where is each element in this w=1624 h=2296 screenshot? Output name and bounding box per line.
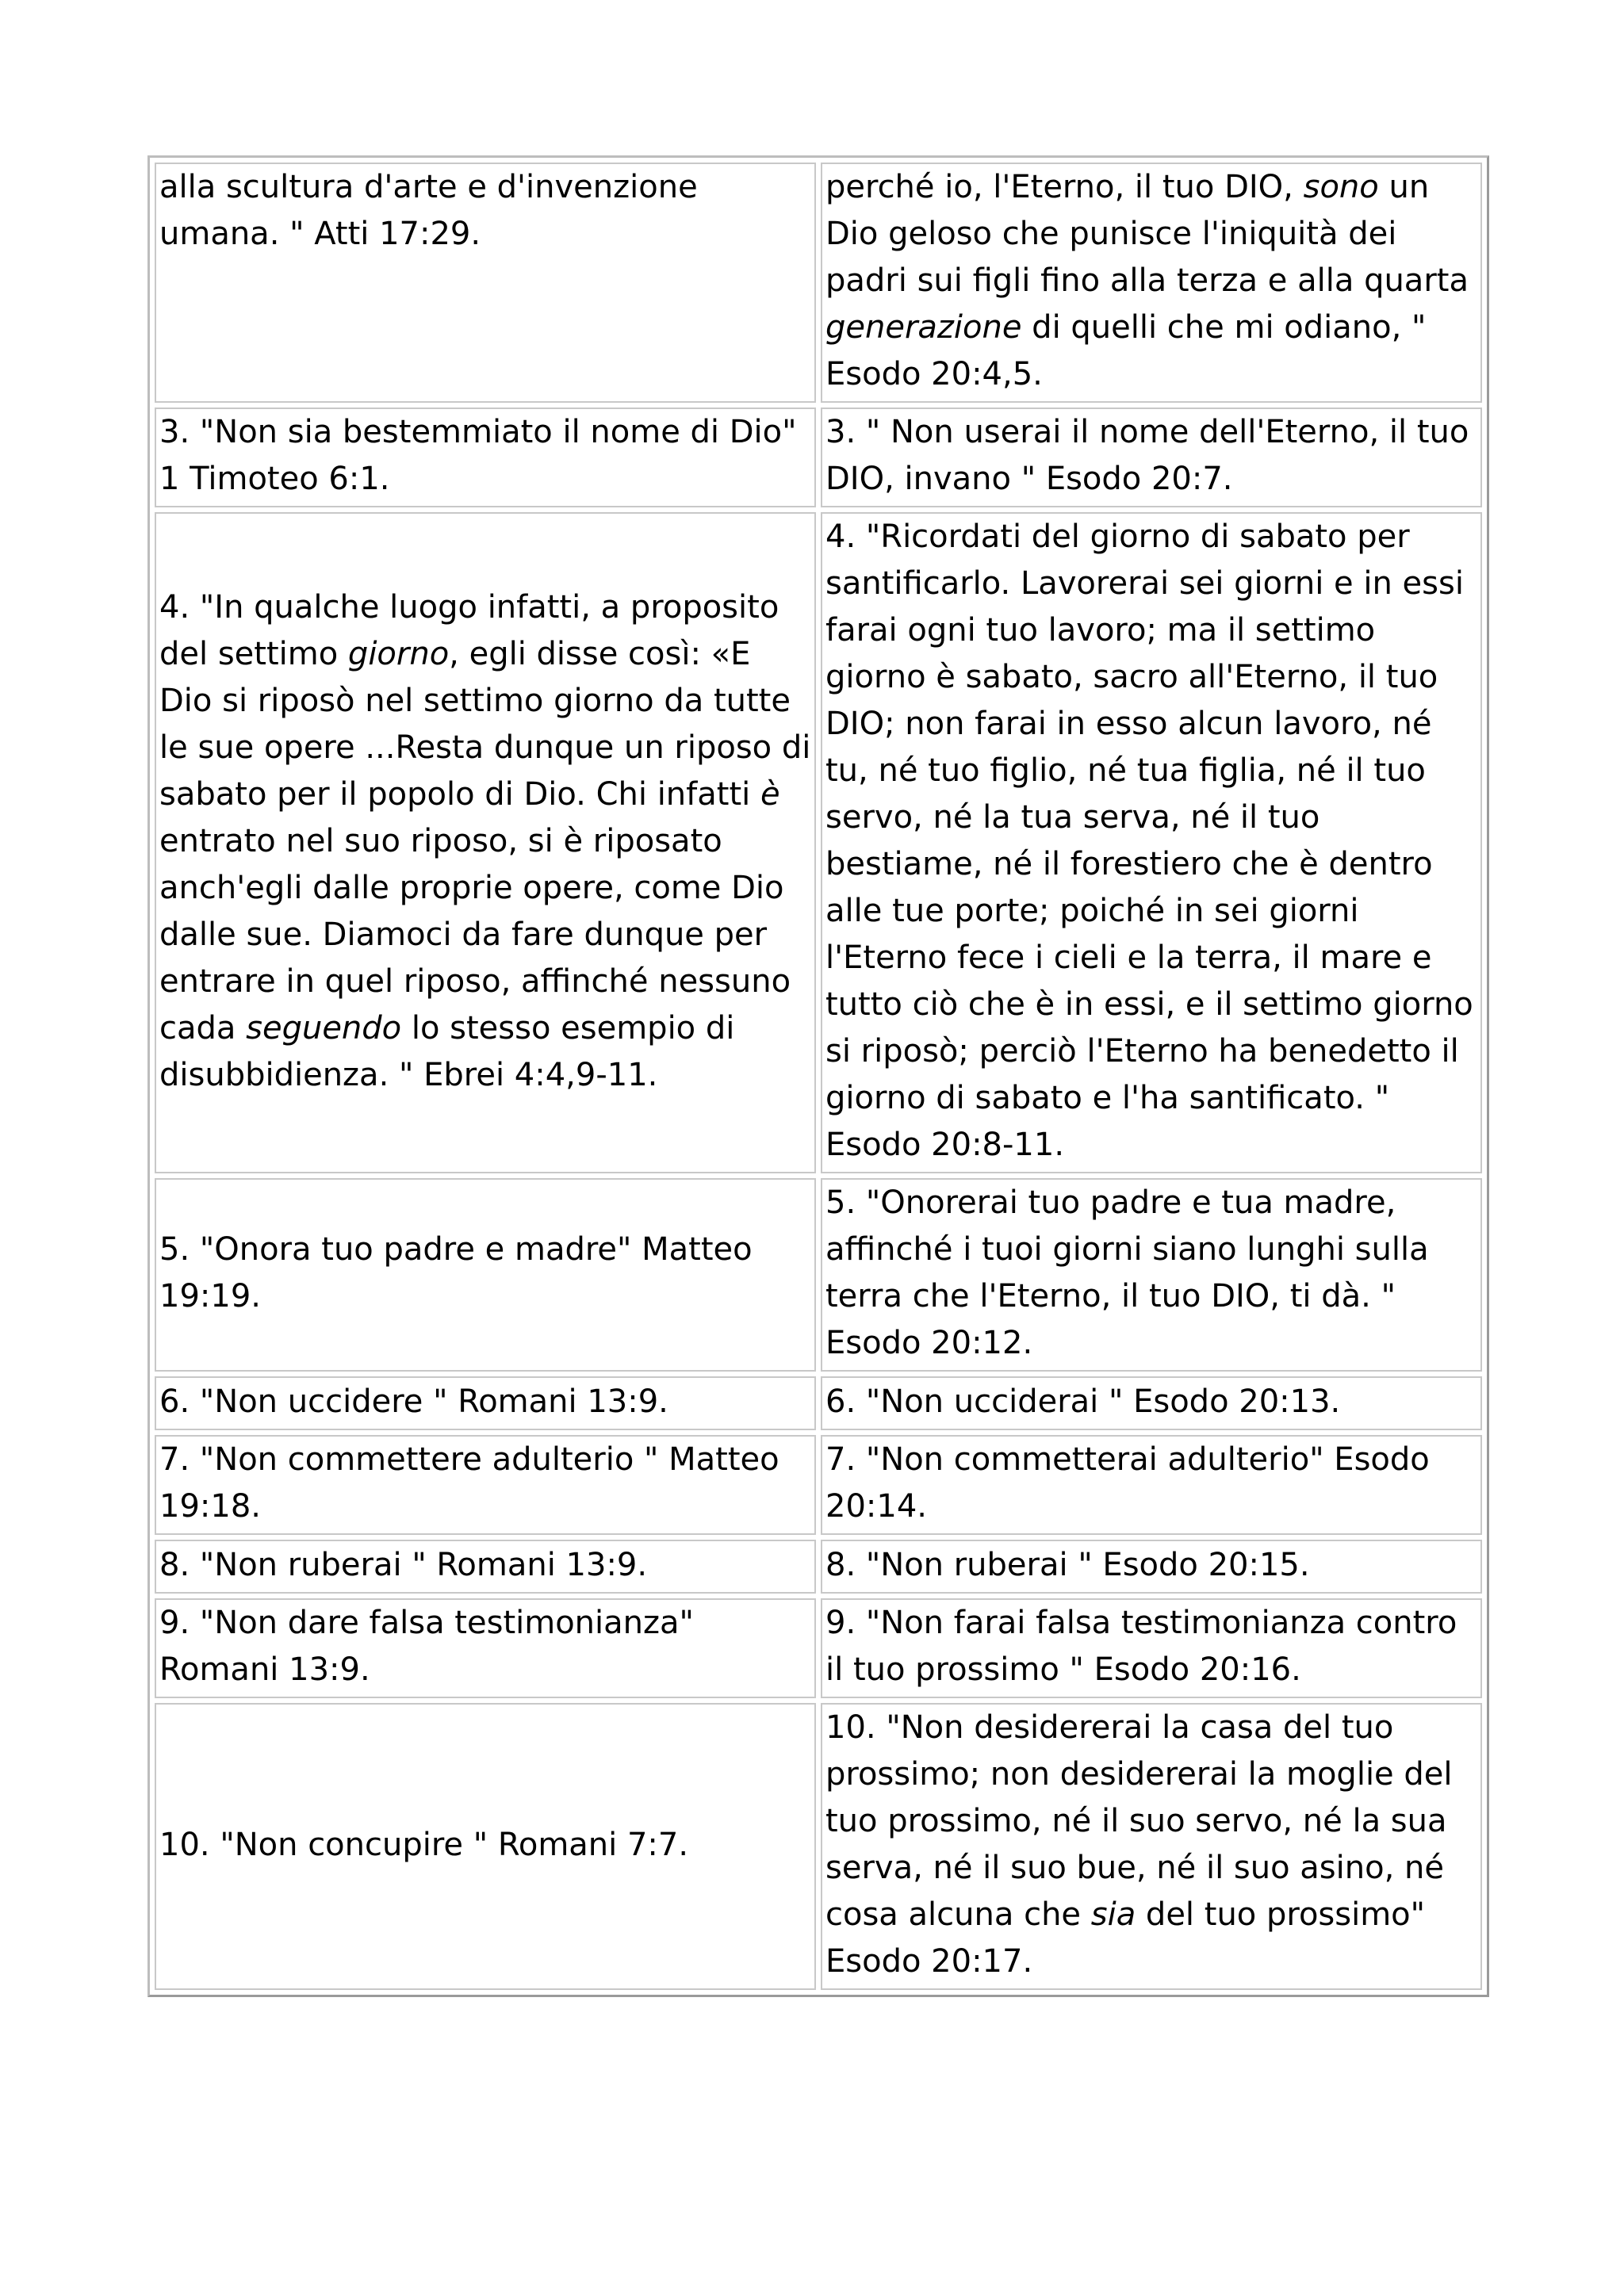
old-testament-cell xyxy=(821,1703,1482,1990)
cell-text: 5. "Onora tuo padre e madre" Matteo 19:19. xyxy=(159,1231,753,1314)
italic-text: sia xyxy=(1090,1896,1136,1933)
cell-text: 7. "Non commetterai adulterio" Esodo 20:14. xyxy=(825,1441,1430,1525)
cell-text: 5. "Onorerai tuo padre e tua madre, affinché i tuoi giorni siano lunghi sulla terra che l'Eterno, il tuo DIO, ti dà. " Esodo 20:12. xyxy=(825,1184,1429,1361)
cell-text: 3. " Non userai il nome dell'Eterno, il tuo DIO, invano " Esodo 20:7. xyxy=(825,414,1469,497)
cell-text: di quelli che mi odiano, " Esodo 20:4,5. xyxy=(825,309,1427,392)
cell-text: 10. "Non concupire " Romani 7:7. xyxy=(159,1826,689,1863)
cell-text: del tuo prossimo" Esodo 20:17. xyxy=(825,1896,1426,1980)
cell-text: 9. "Non farai falsa testimonianza contro il tuo prossimo " Esodo 20:16. xyxy=(825,1605,1457,1688)
cell-text: 4. "Ricordati del giorno di sabato per santificarlo. Lavorerai sei giorni e in essi farai ogni tuo lavoro; ma il settimo giorno è sabato, sacro all'Eterno, il tuo DIO; non farai in esso alcun lavoro, né tu, né tuo figlio, né tua figlia, né il tuo servo, né la tua serva, né il tuo bestiame, né il forestiero che è dentro alle tue porte; poiché in sei giorni l'Eterno fece i cieli e la terra, il mare e tutto ciò che è in essi, e il settimo giorno si riposò; perciò l'Eterno ha benedetto il giorno di sabato e l'ha santificato. " Esodo 20:8-11. xyxy=(825,519,1473,1163)
old-testament-cell xyxy=(821,1598,1482,1698)
table-row xyxy=(155,1703,1482,1990)
table-row xyxy=(155,512,1482,1173)
cell-text: 10. "Non desidererai la casa del tuo prossimo; non desidererai la moglie del tuo prossimo, né il suo servo, né la sua serva, né il suo bue, né il suo asino, né cosa alcuna che xyxy=(825,1709,1453,1933)
italic-text: è xyxy=(760,775,780,813)
old-testament-cell xyxy=(821,163,1482,403)
cell-text: 6. "Non ucciderai " Esodo 20:13. xyxy=(825,1383,1341,1420)
new-testament-cell xyxy=(155,512,816,1173)
cell-text: lo stesso esempio di disubbidienza. " Ebrei 4:4,9-11. xyxy=(159,1009,735,1093)
new-testament-cell xyxy=(155,1435,816,1535)
italic-text: giorno xyxy=(347,635,450,672)
old-testament-cell xyxy=(821,1435,1482,1535)
italic-text: seguendo xyxy=(246,1009,402,1047)
cell-text: 8. "Non ruberai " Romani 13:9. xyxy=(159,1546,648,1583)
table-row xyxy=(155,1178,1482,1372)
cell-text: 6. "Non uccidere " Romani 13:9. xyxy=(159,1383,668,1420)
comparison-table xyxy=(147,155,1489,1997)
old-testament-cell xyxy=(821,1178,1482,1372)
new-testament-cell xyxy=(155,1178,816,1372)
table-row xyxy=(155,1435,1482,1535)
new-testament-cell xyxy=(155,1376,816,1430)
cell-text: entrato nel suo riposo, si è riposato anch'egli dalle proprie opere, come Dio dalle sue. Diamoci da fare dunque per entrare in quel riposo, affinché nessuno cada xyxy=(159,822,791,1047)
cell-text: 3. "Non sia bestemmiato il nome di Dio" 1 Timoteo 6:1. xyxy=(159,414,797,497)
table-row xyxy=(155,1376,1482,1430)
cell-text: alla scultura d'arte e d'invenzione umana. " Atti 17:29. xyxy=(159,169,698,252)
cell-text: , egli disse così: «E Dio si riposò nel settimo giorno da tutte le sue opere ...Resta dunque un riposo di sabato per il popolo di Dio. Chi infatti xyxy=(159,635,811,813)
table-row xyxy=(155,1540,1482,1594)
old-testament-cell xyxy=(821,408,1482,507)
old-testament-cell xyxy=(821,1540,1482,1594)
new-testament-cell xyxy=(155,408,816,507)
table-row xyxy=(155,163,1482,403)
italic-text: generazione xyxy=(825,309,1022,346)
table-row xyxy=(155,1598,1482,1698)
table-row xyxy=(155,408,1482,507)
new-testament-cell xyxy=(155,1703,816,1990)
new-testament-cell xyxy=(155,1540,816,1594)
old-testament-cell xyxy=(821,1376,1482,1430)
new-testament-cell xyxy=(155,163,816,403)
cell-text: 8. "Non ruberai " Esodo 20:15. xyxy=(825,1546,1310,1583)
italic-text: sono xyxy=(1303,169,1379,205)
cell-text: un Dio geloso che punisce l'iniquità dei padri sui figli fino alla terza e alla quarta xyxy=(825,169,1469,299)
old-testament-cell xyxy=(821,512,1482,1173)
cell-text: perché io, l'Eterno, il tuo DIO, xyxy=(825,169,1304,205)
cell-text: 7. "Non commettere adulterio " Matteo 19:18. xyxy=(159,1441,779,1525)
cell-text: 9. "Non dare falsa testimonianza" Romani 13:9. xyxy=(159,1605,694,1688)
new-testament-cell xyxy=(155,1598,816,1698)
cell-text: 4. "In qualche luogo infatti, a proposito del settimo xyxy=(159,588,779,672)
